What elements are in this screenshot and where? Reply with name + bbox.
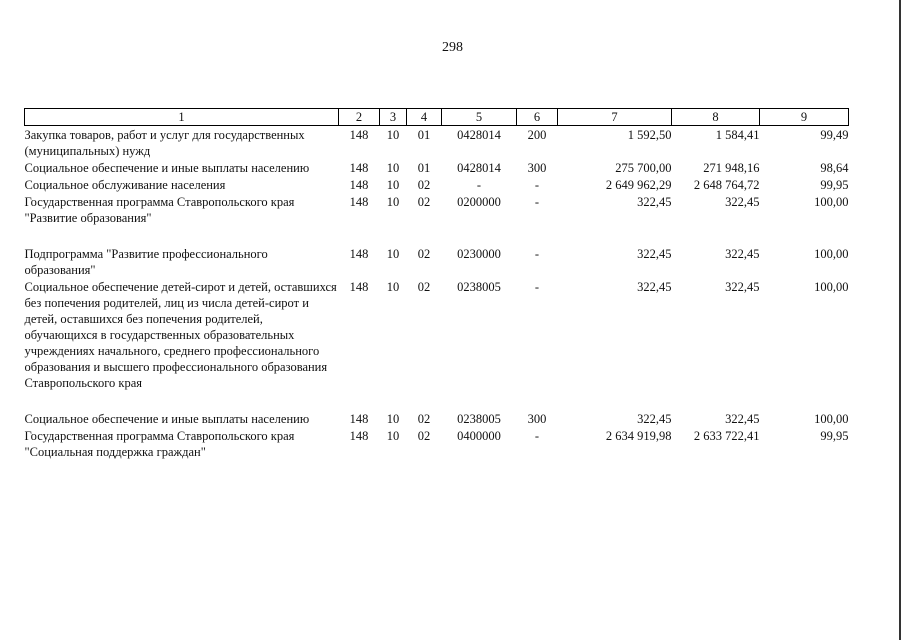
column-header-2: 2	[339, 109, 380, 126]
column-header-7: 7	[558, 109, 672, 126]
cell-col9: 98,64	[820, 161, 849, 175]
row-name: Социальное обеспечение и иные выплаты населению	[24, 412, 310, 426]
cell-col2: 148	[349, 195, 369, 209]
cell-col9: 99,95	[820, 178, 849, 192]
cell-col4: 02	[417, 280, 431, 294]
cell-col2: 148	[349, 412, 369, 426]
cell-col6: -	[534, 429, 540, 443]
cell-col7: 1 592,50	[627, 128, 672, 142]
cell-col7: 322,45	[637, 247, 672, 261]
cell-col3: 10	[386, 429, 400, 443]
cell-col8: 1 584,41	[715, 128, 760, 142]
column-header-4: 4	[407, 109, 442, 126]
cell-col7: 2 649 962,29	[605, 178, 672, 192]
row-name: Социальное обслуживание населения	[24, 178, 226, 192]
table-header-row	[25, 109, 849, 126]
column-header-5: 5	[442, 109, 517, 126]
cell-col8: 2 633 722,41	[693, 429, 760, 443]
row-name: Социальное обеспечение и иные выплаты населению	[24, 161, 310, 175]
cell-col7: 322,45	[637, 195, 672, 209]
cell-col3: 10	[386, 161, 400, 175]
cell-col5: -	[476, 178, 482, 192]
scan-edge-line	[899, 0, 901, 640]
cell-col6: -	[534, 247, 540, 261]
cell-col2: 148	[349, 128, 369, 142]
cell-col8: 2 648 764,72	[693, 178, 760, 192]
cell-col4: 02	[417, 195, 431, 209]
cell-col6: -	[534, 195, 540, 209]
row-name: Государственная программа Ставропольского края "Развитие образования"	[24, 195, 295, 225]
cell-col8: 322,45	[725, 195, 760, 209]
column-header-1: 1	[25, 109, 339, 126]
cell-col6: 300	[527, 161, 547, 175]
cell-col3: 10	[386, 412, 400, 426]
cell-col4: 01	[417, 161, 431, 175]
row-name: Социальное обеспечение детей-сирот и детей, оставшихся без попечения родителей, лиц из числа детей-сирот и детей, оставшихся без попечения родителей, обучающихся в государственных образовательных учреждениях начального, среднего профессионального образования и высшего профессионального образования Ставропольского края	[24, 280, 337, 390]
column-header-9: 9	[760, 109, 849, 126]
cell-col9: 100,00	[814, 412, 849, 426]
cell-col3: 10	[386, 178, 400, 192]
cell-col2: 148	[349, 429, 369, 443]
table-row	[25, 126, 849, 160]
row-name: Подпрограмма "Развитие профессионального образования"	[24, 247, 268, 277]
table-row	[25, 427, 849, 460]
cell-col3: 10	[386, 247, 400, 261]
cell-col3: 10	[386, 195, 400, 209]
cell-col5: 0428014	[457, 128, 501, 142]
budget-table	[24, 108, 849, 460]
cell-col7: 2 634 919,98	[605, 429, 672, 443]
column-header-8: 8	[672, 109, 760, 126]
cell-col4: 02	[417, 429, 431, 443]
cell-col5: 0200000	[457, 195, 501, 209]
cell-col8: 271 948,16	[703, 161, 760, 175]
cell-col3: 10	[386, 128, 400, 142]
table-row	[25, 159, 849, 176]
cell-col6: 200	[527, 128, 547, 142]
cell-col8: 322,45	[725, 280, 760, 294]
cell-col5: 0238005	[457, 280, 501, 294]
cell-col5: 0230000	[457, 247, 501, 261]
cell-col2: 148	[349, 178, 369, 192]
cell-col7: 275 700,00	[615, 161, 672, 175]
page-number: 298	[442, 40, 463, 55]
cell-col7: 322,45	[637, 280, 672, 294]
cell-col7: 322,45	[637, 412, 672, 426]
cell-col4: 01	[417, 128, 431, 142]
cell-col9: 100,00	[814, 280, 849, 294]
cell-col9: 100,00	[814, 247, 849, 261]
row-name: Закупка товаров, работ и услуг для государственных (муниципальных) нужд	[24, 128, 305, 158]
cell-col2: 148	[349, 280, 369, 294]
column-header-6: 6	[517, 109, 558, 126]
row-name: Государственная программа Ставропольского края "Социальная поддержка граждан"	[24, 429, 295, 459]
table-row	[25, 245, 849, 278]
cell-col9: 99,49	[820, 128, 849, 142]
column-header-3: 3	[380, 109, 407, 126]
cell-col8: 322,45	[725, 412, 760, 426]
cell-col4: 02	[417, 412, 431, 426]
table-row	[25, 176, 849, 193]
cell-col5: 0400000	[457, 429, 501, 443]
cell-col6: -	[534, 280, 540, 294]
table-row	[25, 410, 849, 427]
cell-col5: 0238005	[457, 412, 501, 426]
cell-col9: 99,95	[820, 429, 849, 443]
cell-col2: 148	[349, 247, 369, 261]
cell-col4: 02	[417, 178, 431, 192]
cell-col3: 10	[386, 280, 400, 294]
table-row	[25, 193, 849, 245]
cell-col8: 322,45	[725, 247, 760, 261]
cell-col5: 0428014	[457, 161, 501, 175]
cell-col4: 02	[417, 247, 431, 261]
cell-col6: -	[534, 178, 540, 192]
cell-col9: 100,00	[814, 195, 849, 209]
cell-col2: 148	[349, 161, 369, 175]
cell-col6: 300	[527, 412, 547, 426]
table-row	[25, 278, 849, 410]
